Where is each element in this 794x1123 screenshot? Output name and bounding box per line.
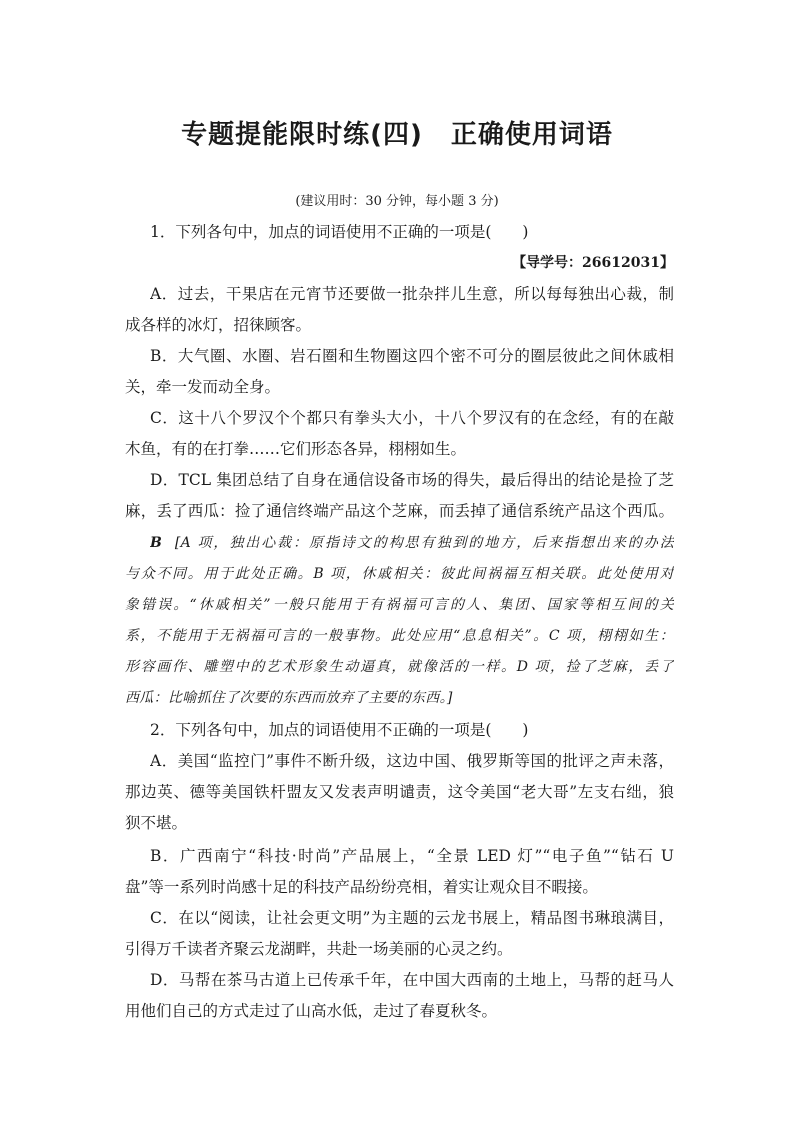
- answer-explanation: [A 项，独出心裁：原指诗文的构思有独到的地方，后来指想出来的办法: [174, 535, 674, 551]
- q2-option-a-line3: 狈不堪。: [125, 814, 188, 832]
- answer-letter: B: [150, 535, 163, 551]
- q1-option-d-line1: D．TCL 集团总结了自身在通信设备市场的得失，最后得出的结论是捡了芝: [150, 471, 674, 489]
- q1-answer-line6: 西瓜：比喻抓住了次要的东西而放弃了主要的东西。]: [125, 690, 453, 706]
- q1-answer-line5: 形容画作、雕塑中的艺术形象生动逼真，就像活的一样。D 项，捡了芝麻，丢了: [125, 659, 674, 675]
- q1-option-c-line1: C．这十八个罗汉个个都只有拳头大小，十八个罗汉有的在念经，有的在敲: [150, 409, 674, 427]
- q2-option-a-line1: A．美国“监控门”事件不断升级，这边中国、俄罗斯等国的批评之声未落，: [150, 752, 674, 770]
- guide-number: 【导学号：26612031】: [512, 255, 674, 271]
- q2-option-b-line2: 盘”等一系列时尚感十足的科技产品纷纷亮相，着实让观众目不暇接。: [125, 878, 598, 896]
- question-1-stem: 1．下列各句中，加点的词语使用不正确的一项是( ): [150, 223, 529, 241]
- question-2-stem: 2．下列各句中，加点的词语使用不正确的一项是( ): [150, 721, 529, 739]
- q1-option-d-line2: 麻，丢了西瓜：捡了通信终端产品这个芝麻，而丢掉了通信系统产品这个西瓜。: [125, 502, 674, 520]
- q2-option-c-line1: C．在以“阅读，让社会更文明”为主题的云龙书展上，精品图书琳琅满目，: [150, 909, 674, 927]
- q1-option-a-line2: 成各样的冰灯，招徕顾客。: [125, 316, 312, 334]
- time-hint: (建议用时：30 分钟，每小题 3 分): [295, 194, 499, 209]
- q1-option-b-line2: 关，牵一发而动全身。: [125, 378, 281, 396]
- q1-answer-line3: 象错误。“休戚相关”一般只能用于有祸福可言的人、集团、国家等相互间的关: [125, 597, 674, 613]
- page-title: [0, 114, 794, 151]
- q2-option-d-line1: D．马帮在茶马古道上已传承千年，在中国大西南的土地上，马帮的赶马人: [150, 971, 674, 989]
- title-topic: 正确使用词语: [450, 120, 613, 150]
- q2-option-c-line2: 引得万千读者齐聚云龙湖畔，共赴一场美丽的心灵之约。: [125, 940, 513, 958]
- q1-answer-line4: 系，不能用于无祸福可言的一般事物。此处应用“息息相关”。C 项，栩栩如生：: [125, 628, 674, 644]
- q2-option-a-line2: 那边英、德等美国铁杆盟友又发表声明谴责，这令美国“老大哥”左支右绌，狼: [125, 783, 674, 801]
- q1-answer-line1: [150, 532, 674, 552]
- q2-option-b-line1: B．广西南宁“科技·时尚”产品展上，“全景 LED 灯”“电子鱼”“钻石 U: [150, 847, 674, 865]
- q1-answer-line2: 与众不同。用于此处正确。B 项，休戚相关：彼此间祸福互相关联。此处使用对: [125, 566, 674, 582]
- title-main: 专题提能限时练(四): [181, 120, 423, 150]
- q1-option-b-line1: B．大气圈、水圈、岩石圈和生物圈这四个密不可分的圈层彼此之间休戚相: [150, 347, 674, 365]
- q1-option-c-line2: 木鱼，有的在打拳……它们形态各异，栩栩如生。: [125, 440, 467, 458]
- q1-option-a-line1: A．过去，干果店在元宵节还要做一批杂拌儿生意，所以每每独出心裁，制: [150, 285, 674, 303]
- q2-option-d-line2: 用他们自己的方式走过了山高水低，走过了春夏秋冬。: [125, 1002, 498, 1020]
